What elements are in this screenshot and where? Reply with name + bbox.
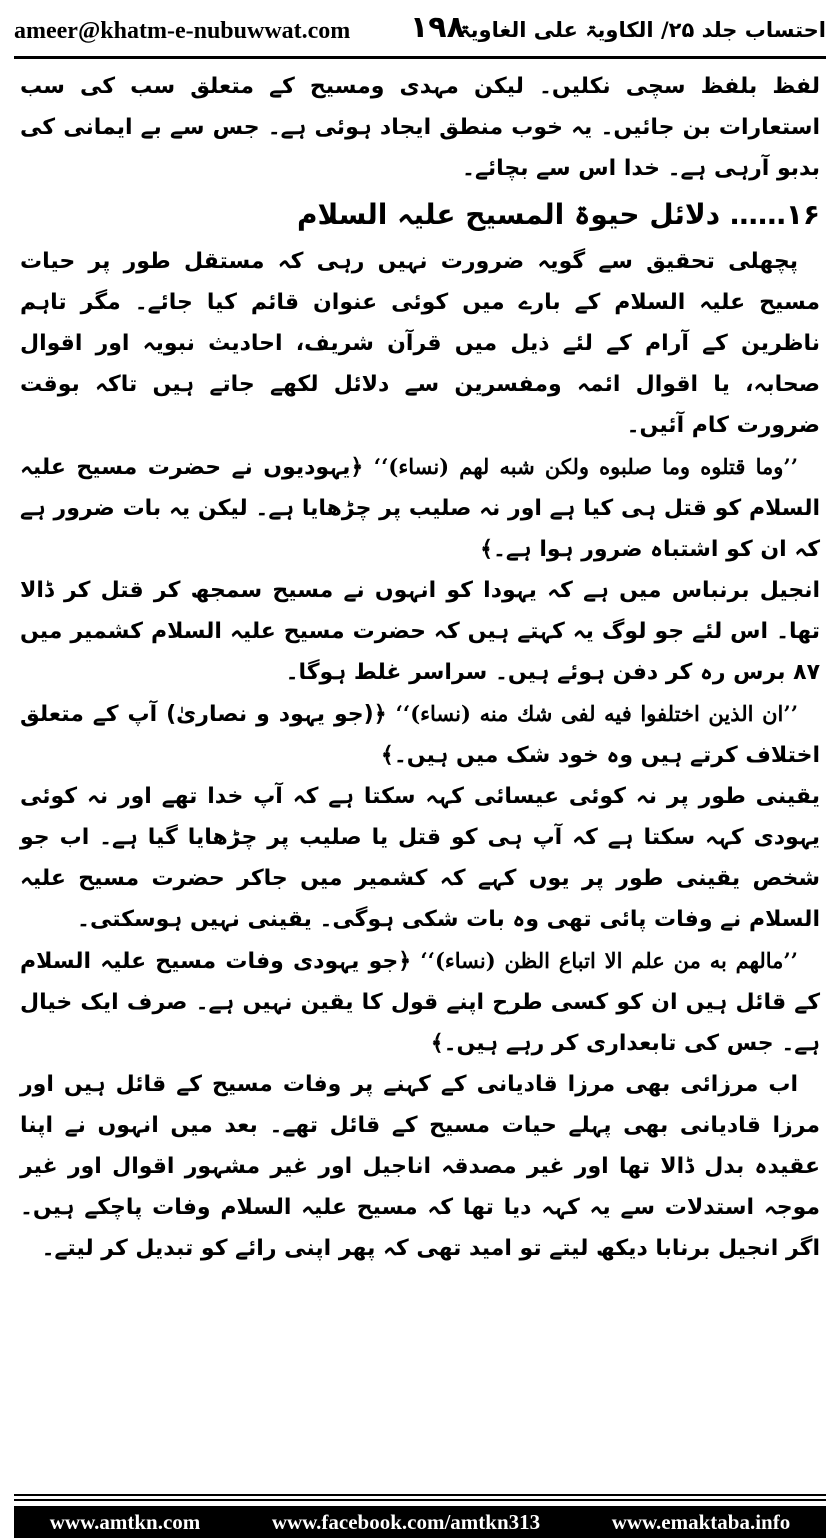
paragraph-3: انجیل برنباس میں ہے کہ یہودا کو انہوں نے مسیح سمجھ کر قتل کر ڈالا تھا۔ اس لئے جو لوگ یہ کہتے ہیں کہ حضرت مسیح علیہ السلام کشمیر میں ۸۷ برس رہ کر دفن ہوئے ہیں۔ سراسر غلط ہوگا۔ xyxy=(20,578,820,685)
ornament-open-icon: ﴿ xyxy=(373,701,387,727)
footer-rule-2 xyxy=(14,1499,826,1501)
section-heading: ۱۶…… دلائل حیوۃ المسیح علیہ السلام xyxy=(297,198,820,231)
quote-3 xyxy=(20,940,820,1064)
footer-rule-1 xyxy=(14,1494,826,1496)
quote-1 xyxy=(20,446,820,570)
page-body xyxy=(20,66,820,1269)
footer-link-emaktaba[interactable]: www.emaktaba.info xyxy=(611,1509,791,1534)
footer-link-amtkn[interactable]: www.amtkn.com xyxy=(49,1509,201,1534)
quote-2-translation: (جو یہود و نصاریٰ) آپ کے متعلق اختلاف کرتے ہیں وہ خود شک میں ہیں۔ xyxy=(20,702,820,768)
quote-2 xyxy=(20,693,820,776)
quote-3-arabic: ’’مالهم به من علم الا اتباع الظن (نساء)‘‘ xyxy=(420,948,798,973)
header-rule xyxy=(14,56,826,59)
page-header xyxy=(14,10,826,54)
paragraph-4: یقینی طور پر نہ کوئی عیسائی کہہ سکتا ہے کہ آپ خدا تھے اور نہ کوئی یہودی کہہ سکتا ہے کہ آپ ہی کو قتل یا صلیب پر چڑھایا گیا ہے۔ اب جو شخص یقینی طور پر یوں کہے کہ کشمیر میں جاکر حضرت مسیح علیہ السلام نے وفات پائی تھی وہ بات شکی ہوگی۔ یقینی نہیں ہوسکتی۔ xyxy=(20,784,820,932)
paragraph-1: لفظ بلفظ سچی نکلیں۔ لیکن مہدی ومسیح کے متعلق سب کی سب استعارات بن جائیں۔ یہ خوب منطق ایجاد ہوئی ہے۔ جس سے بے ایمانی کی بدبو آرہی ہے۔ خدا اس سے بچائے۔ xyxy=(20,74,820,181)
quote-1-translation: یہودیوں نے حضرت مسیح علیہ السلام کو قتل ہی کیا ہے اور نہ صلیب پر چڑھایا ہے۔ لیکن یہ بات ضرور ہے کہ ان کو اشتباہ ضرور ہوا ہے۔ xyxy=(20,455,820,562)
quote-3-translation: جو یہودی وفات مسیح علیہ السلام کے قائل ہیں ان کو کسی طرح اپنے قول کا یقین نہیں ہے۔ صرف ایک خیال ہے۔ جس کی تابعداری کر رہے ہیں۔ xyxy=(20,949,820,1056)
page-footer xyxy=(14,1506,826,1538)
book-title: احتساب جلد ۲۵/ الکاویۃ علی الغاویۃ xyxy=(458,18,826,42)
quote-1-arabic: ’’وما قتلوه وما صلبوه ولكن شبه لهم (نساء)‘‘ xyxy=(373,454,799,479)
paragraph-2: پچھلی تحقیق سے گویہ ضرورت نہیں رہی کہ مستقل طور پر حیات مسیح علیہ السلام کے بارے میں کوئی عنوان قائم کیا جائے۔ مگر تاہم ناظرین کے آرام کے لئے ذیل میں قرآن شریف، احادیث نبویہ اور اقوال صحابہ، یا اقوال ائمہ ومفسرین سے دلائل لکھے جاتے ہیں تاکہ بوقت ضرورت کام آئیں۔ xyxy=(20,249,820,438)
quote-2-arabic: ’’ان الذين اختلفوا فيه لفى شك منه (نساء)‘‘ xyxy=(395,701,799,726)
ornament-close-icon: ﴾ xyxy=(380,742,394,768)
footer-link-facebook[interactable]: www.facebook.com/amtkn313 xyxy=(271,1509,541,1534)
ornament-close-icon: ﴾ xyxy=(430,1030,444,1056)
ornament-open-icon: ﴿ xyxy=(350,454,364,480)
header-email: ameer@khatm-e-nubuwwat.com xyxy=(14,18,351,44)
ornament-open-icon: ﴿ xyxy=(398,948,412,974)
page-number: ۱۹۸ xyxy=(410,10,465,45)
paragraph-5: اب مرزائی بھی مرزا قادیانی کے کہنے پر وفات مسیح کے قائل ہیں اور مرزا قادیانی بھی پہلے حیات مسیح کے قائل تھے۔ بعد میں انہوں نے اپنا عقیدہ بدل ڈالا تھا اور غیر مصدقہ اناجیل اور غیر مشہور اقوال اور غیر موجہ استدلات سے یہ کہہ دیا تھا کہ مسیح علیہ السلام وفات پاچکے ہیں۔ اگر انجیل برنابا دیکھ لیتے تو امید تھی کہ پھر اپنی رائے کو تبدیل کر لیتے۔ xyxy=(20,1072,820,1261)
ornament-close-icon: ﴾ xyxy=(480,536,493,562)
